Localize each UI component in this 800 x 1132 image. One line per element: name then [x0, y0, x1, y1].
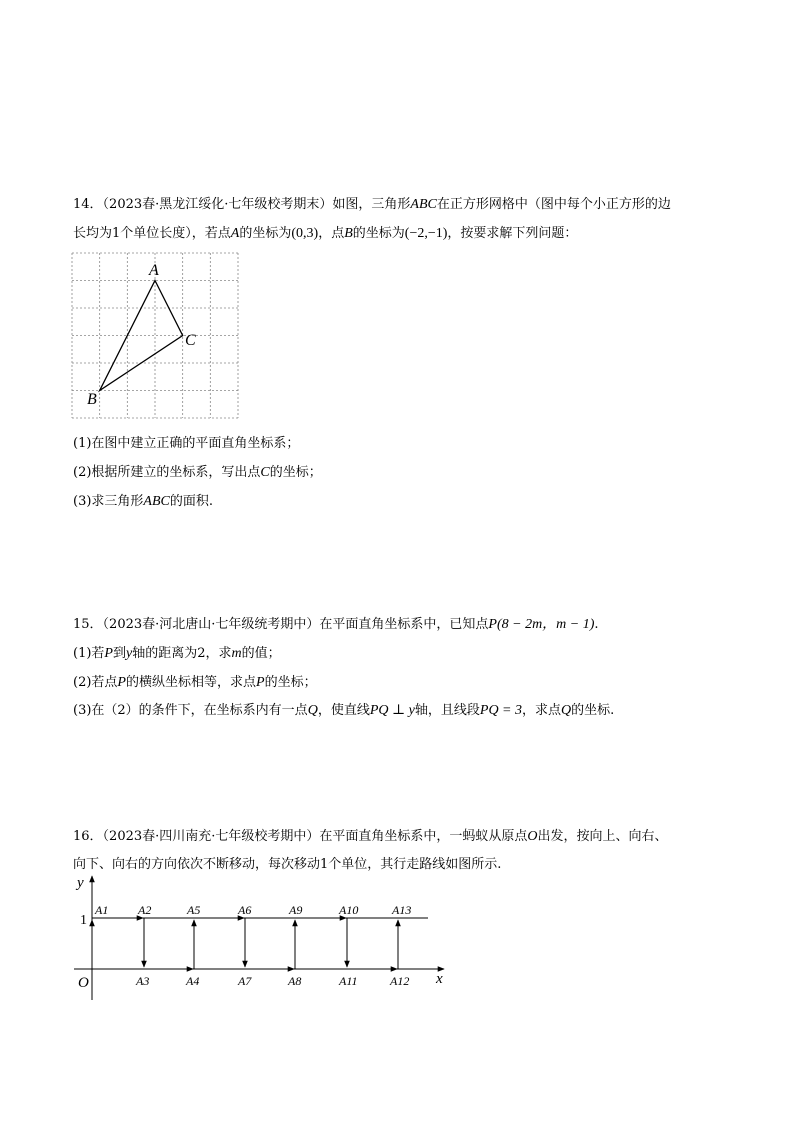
q14-text: (2)根据所建立的坐标系，写出点 — [73, 465, 261, 480]
point-label: A3 — [136, 974, 150, 988]
point-label: A7 — [238, 974, 252, 988]
label-a: A — [149, 262, 159, 279]
q15-math: PQ = 3 — [479, 703, 522, 718]
q15-text: 的坐标. — [571, 703, 615, 718]
q14-text: 长均为1个单位长度），若点 — [73, 226, 231, 241]
q14-coord-b: (−2,−1) — [404, 226, 448, 241]
q14-text: (3)求三角形 — [73, 494, 144, 509]
q15-math: P — [256, 675, 265, 690]
down-moves — [144, 918, 347, 967]
top-point-labels — [94, 903, 411, 917]
q15-text: . — [594, 617, 599, 632]
q15-math: y — [126, 646, 133, 661]
q16-text: 16．（2023春·四川南充·七年级校考期中）在平面直角坐标系中，一蚂蚁从原点 — [73, 829, 528, 844]
point-label: A1 — [95, 903, 109, 917]
q14-text: 14．（2023春·黑龙江绥化·七年级校考期末）如图，三角形 — [73, 197, 411, 212]
point-label: A2 — [138, 903, 152, 917]
q16-path-figure — [66, 870, 456, 1002]
q14-math-abc: ABC — [410, 197, 437, 212]
bottom-point-labels — [135, 974, 409, 988]
point-label: A6 — [238, 903, 252, 917]
axis-y-label: y — [77, 875, 84, 891]
point-label: A11 — [339, 974, 358, 988]
q16-math-o: O — [527, 829, 538, 844]
label-b: B — [87, 391, 97, 408]
q14-text: 的面积. — [169, 494, 214, 509]
q15-item-2 — [73, 674, 317, 692]
q15-text: 的值； — [241, 646, 281, 661]
q15-math: P — [104, 646, 113, 661]
q14-math-abc: ABC — [143, 494, 170, 509]
q15-text: 轴，且线段 — [414, 703, 480, 718]
point-label: A4 — [186, 974, 200, 988]
q15-item-3 — [73, 702, 614, 720]
q14-item-2 — [73, 464, 322, 482]
q16-text: 出发，按向上、向右、 — [537, 829, 668, 844]
q15-math: m — [231, 646, 242, 661]
q14-math-b: B — [344, 226, 353, 241]
q14-text: 的坐标为 — [239, 226, 292, 241]
q15-text: 到 — [112, 646, 126, 661]
label-c: C — [185, 332, 196, 349]
q14-text: 的坐标； — [269, 465, 322, 480]
q15-text: 的坐标； — [264, 675, 317, 690]
q15-line-1 — [73, 616, 599, 634]
q14-math-c: C — [260, 465, 270, 480]
q15-math-p: P(8 − 2m，m − 1) — [488, 617, 595, 632]
q14-math-a: A — [230, 226, 240, 241]
q15-text: 的横纵坐标相等，求点 — [125, 675, 256, 690]
q15-text: 轴的距离为2，求 — [132, 646, 232, 661]
q14-item-3 — [73, 493, 213, 511]
q15-math: PQ ⊥ y — [369, 703, 415, 718]
q14-grid-figure — [66, 248, 246, 424]
q14-item-1: (1)在图中建立正确的平面直角坐标系； — [73, 436, 300, 451]
q15-text: ，使直线 — [317, 703, 370, 718]
point-label: A9 — [289, 903, 303, 917]
origin-label: O — [78, 975, 89, 991]
point-label: A5 — [187, 903, 201, 917]
q15-math: Q — [561, 703, 572, 718]
point-label: A13 — [392, 903, 412, 917]
q15-text: ，求点 — [522, 703, 562, 718]
q16-line-2: 向下、向右的方向依次不断移动，每次移动1个单位，其行走路线如图所示. — [73, 857, 502, 872]
point-label: A12 — [390, 974, 410, 988]
q14-line-1 — [73, 196, 671, 214]
q14-text: 在正方形网格中（图中每个小正方形的边 — [436, 197, 671, 212]
q15-text: (1)若 — [73, 646, 105, 661]
point-label: A8 — [288, 974, 302, 988]
q15-math: Q — [307, 703, 318, 718]
q15-text: (3)在（2）的条件下，在坐标系内有一点 — [73, 703, 308, 718]
point-label: A10 — [339, 903, 359, 917]
q15-math: P — [117, 675, 126, 690]
q14-text: ，按要求解下列问题： — [447, 226, 578, 241]
q15-text: 15．（2023春·河北唐山·七年级统考期中）在平面直角坐标系中，已知点 — [73, 617, 489, 632]
q16-line-1 — [73, 828, 668, 846]
q14-text: ，点 — [318, 226, 345, 241]
q14-coord-a: (0,3) — [291, 226, 319, 241]
q14-text: 的坐标为 — [352, 226, 405, 241]
axis-x-label: x — [436, 971, 443, 987]
q14-line-2 — [73, 225, 577, 243]
q15-item-1 — [73, 645, 281, 663]
q15-text: (2)若点 — [73, 675, 118, 690]
tick-1-label: 1 — [80, 913, 87, 928]
